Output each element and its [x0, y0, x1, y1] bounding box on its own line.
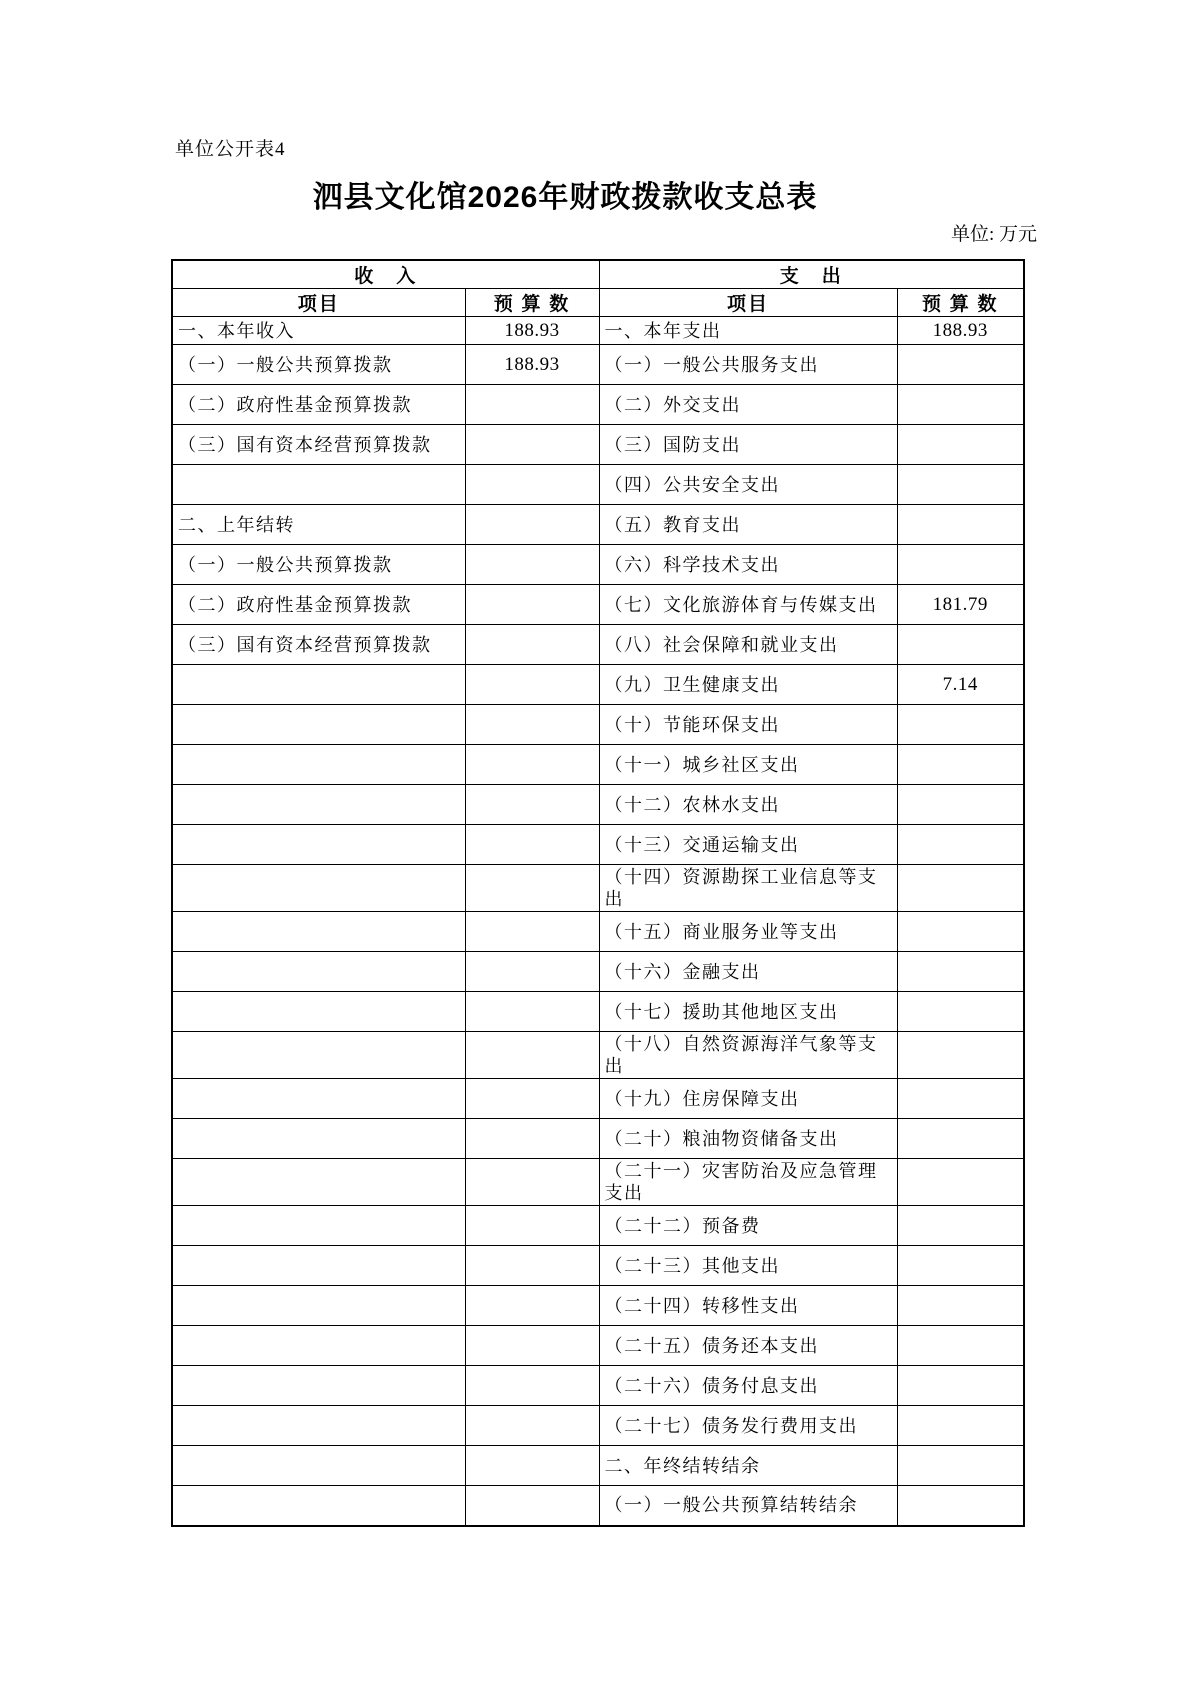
- revenue-item-cell: [172, 1366, 465, 1406]
- section-header-row: [172, 260, 1024, 289]
- table-row: [172, 625, 1024, 665]
- revenue-budget-cell: [465, 912, 599, 952]
- expenditure-item-cell: （二十七）债务发行费用支出: [599, 1406, 897, 1446]
- expenditure-item-cell: （二十三）其他支出: [599, 1246, 897, 1286]
- revenue-budget-cell: [465, 1286, 599, 1326]
- revenue-budget-cell: [465, 1079, 599, 1119]
- table-row: [172, 1246, 1024, 1286]
- page-title: 泗县文化馆2026年财政拨款收支总表: [312, 181, 818, 214]
- expenditure-item-cell: （一）一般公共服务支出: [599, 345, 897, 385]
- table-row: [172, 545, 1024, 585]
- table-row: [172, 1326, 1024, 1366]
- table-row: [172, 825, 1024, 865]
- revenue-budget-cell: [465, 505, 599, 545]
- table-row: [172, 317, 1024, 345]
- expenditure-item-cell: （二十四）转移性支出: [599, 1286, 897, 1326]
- table-row: [172, 1079, 1024, 1119]
- revenue-budget-cell: [465, 952, 599, 992]
- table-row: [172, 1206, 1024, 1246]
- column-header-row: [172, 289, 1024, 317]
- expenditure-item-cell: （三）国防支出: [599, 425, 897, 465]
- expenditure-item-cell: （十二）农林水支出: [599, 785, 897, 825]
- revenue-item-cell: [172, 465, 465, 505]
- expenditure-item-column-header: 项目: [599, 289, 897, 317]
- expenditure-budget-cell: [897, 1079, 1024, 1119]
- expenditure-budget-cell: [897, 1032, 1024, 1079]
- revenue-item-cell: （一）一般公共预算拨款: [172, 545, 465, 585]
- revenue-item-cell: [172, 1119, 465, 1159]
- revenue-budget-cell: [465, 785, 599, 825]
- revenue-item-cell: [172, 1246, 465, 1286]
- revenue-item-cell: [172, 1079, 465, 1119]
- revenue-budget-cell: 188.93: [465, 345, 599, 385]
- revenue-budget-cell: [465, 992, 599, 1032]
- expenditure-budget-column-header: 预 算 数: [897, 289, 1024, 317]
- revenue-item-cell: [172, 865, 465, 912]
- expenditure-item-cell: （十）节能环保支出: [599, 705, 897, 745]
- revenue-item-cell: （三）国有资本经营预算拨款: [172, 625, 465, 665]
- revenue-budget-cell: [465, 1246, 599, 1286]
- revenue-budget-cell: [465, 465, 599, 505]
- revenue-budget-cell: [465, 1119, 599, 1159]
- expenditure-budget-cell: [897, 1159, 1024, 1206]
- expenditure-budget-cell: [897, 1406, 1024, 1446]
- revenue-item-cell: [172, 1159, 465, 1206]
- expenditure-item-cell: （六）科学技术支出: [599, 545, 897, 585]
- expenditure-budget-cell: [897, 1286, 1024, 1326]
- expenditure-item-cell: （十六）金融支出: [599, 952, 897, 992]
- expenditure-budget-cell: [897, 385, 1024, 425]
- revenue-item-cell: [172, 705, 465, 745]
- table-row: [172, 665, 1024, 705]
- expenditure-budget-cell: [897, 1486, 1024, 1526]
- table-body: [172, 317, 1024, 1526]
- revenue-budget-column-header: 预 算 数: [465, 289, 599, 317]
- expenditure-item-cell: （八）社会保障和就业支出: [599, 625, 897, 665]
- expenditure-item-cell: 二、年终结转结余: [599, 1446, 897, 1486]
- expenditure-budget-cell: [897, 425, 1024, 465]
- expenditure-budget-cell: [897, 992, 1024, 1032]
- expenditure-section-header: 支 出: [599, 260, 1024, 289]
- table-row: [172, 385, 1024, 425]
- expenditure-budget-cell: 181.79: [897, 585, 1024, 625]
- revenue-item-cell: [172, 1406, 465, 1446]
- sheet-label: 单位公开表4: [175, 139, 286, 160]
- table-row: [172, 1446, 1024, 1486]
- expenditure-item-cell: （十七）援助其他地区支出: [599, 992, 897, 1032]
- table-row: [172, 425, 1024, 465]
- expenditure-budget-cell: 188.93: [897, 317, 1024, 345]
- revenue-item-cell: [172, 1446, 465, 1486]
- table-row: [172, 1286, 1024, 1326]
- revenue-section-header: 收 入: [172, 260, 599, 289]
- expenditure-item-cell: （十八）自然资源海洋气象等支出: [599, 1032, 897, 1079]
- expenditure-item-cell: （十三）交通运输支出: [599, 825, 897, 865]
- revenue-budget-cell: [465, 1206, 599, 1246]
- revenue-item-cell: [172, 912, 465, 952]
- expenditure-item-cell: （二十五）债务还本支出: [599, 1326, 897, 1366]
- expenditure-budget-cell: [897, 1206, 1024, 1246]
- revenue-item-cell: （二）政府性基金预算拨款: [172, 385, 465, 425]
- revenue-budget-cell: [465, 1486, 599, 1526]
- expenditure-budget-cell: 7.14: [897, 665, 1024, 705]
- expenditure-item-cell: （十九）住房保障支出: [599, 1079, 897, 1119]
- table-row: [172, 992, 1024, 1032]
- revenue-item-cell: [172, 825, 465, 865]
- unit-note: 单位: 万元: [950, 224, 1037, 245]
- expenditure-budget-cell: [897, 1446, 1024, 1486]
- revenue-item-cell: 一、本年收入: [172, 317, 465, 345]
- revenue-item-cell: 二、上年结转: [172, 505, 465, 545]
- revenue-budget-cell: [465, 625, 599, 665]
- revenue-item-column-header: 项目: [172, 289, 465, 317]
- revenue-budget-cell: [465, 1366, 599, 1406]
- table-row: [172, 1486, 1024, 1526]
- table-row: [172, 1159, 1024, 1206]
- revenue-budget-cell: [465, 665, 599, 705]
- revenue-item-cell: （三）国有资本经营预算拨款: [172, 425, 465, 465]
- table-row: [172, 745, 1024, 785]
- revenue-item-cell: （一）一般公共预算拨款: [172, 345, 465, 385]
- revenue-budget-cell: [465, 425, 599, 465]
- revenue-item-cell: （二）政府性基金预算拨款: [172, 585, 465, 625]
- revenue-budget-cell: [465, 865, 599, 912]
- table-row: [172, 585, 1024, 625]
- table-row: [172, 1032, 1024, 1079]
- expenditure-budget-cell: [897, 1119, 1024, 1159]
- expenditure-budget-cell: [897, 912, 1024, 952]
- expenditure-item-cell: （七）文化旅游体育与传媒支出: [599, 585, 897, 625]
- revenue-budget-cell: [465, 385, 599, 425]
- table-row: [172, 1366, 1024, 1406]
- table-row: [172, 785, 1024, 825]
- table-row: [172, 505, 1024, 545]
- expenditure-budget-cell: [897, 705, 1024, 745]
- revenue-budget-cell: [465, 1159, 599, 1206]
- expenditure-budget-cell: [897, 545, 1024, 585]
- revenue-item-cell: [172, 1486, 465, 1526]
- expenditure-item-cell: （二十一）灾害防治及应急管理支出: [599, 1159, 897, 1206]
- table-row: [172, 1119, 1024, 1159]
- expenditure-budget-cell: [897, 1326, 1024, 1366]
- expenditure-item-cell: （十四）资源勘探工业信息等支出: [599, 865, 897, 912]
- expenditure-item-cell: （一）一般公共预算结转结余: [599, 1486, 897, 1526]
- revenue-item-cell: [172, 665, 465, 705]
- expenditure-budget-cell: [897, 625, 1024, 665]
- revenue-budget-cell: [465, 825, 599, 865]
- expenditure-item-cell: （二十六）债务付息支出: [599, 1366, 897, 1406]
- revenue-budget-cell: 188.93: [465, 317, 599, 345]
- expenditure-budget-cell: [897, 1366, 1024, 1406]
- expenditure-item-cell: （二）外交支出: [599, 385, 897, 425]
- expenditure-item-cell: （二十）粮油物资储备支出: [599, 1119, 897, 1159]
- table-row: [172, 865, 1024, 912]
- revenue-item-cell: [172, 1286, 465, 1326]
- expenditure-item-cell: 一、本年支出: [599, 317, 897, 345]
- revenue-item-cell: [172, 1206, 465, 1246]
- revenue-budget-cell: [465, 545, 599, 585]
- revenue-item-cell: [172, 745, 465, 785]
- revenue-budget-cell: [465, 1406, 599, 1446]
- expenditure-budget-cell: [897, 745, 1024, 785]
- revenue-item-cell: [172, 952, 465, 992]
- table-row: [172, 465, 1024, 505]
- expenditure-item-cell: （九）卫生健康支出: [599, 665, 897, 705]
- revenue-budget-cell: [465, 1032, 599, 1079]
- budget-summary-table: [171, 259, 1025, 1527]
- revenue-budget-cell: [465, 705, 599, 745]
- expenditure-budget-cell: [897, 345, 1024, 385]
- revenue-item-cell: [172, 992, 465, 1032]
- expenditure-budget-cell: [897, 505, 1024, 545]
- revenue-item-cell: [172, 1326, 465, 1366]
- revenue-item-cell: [172, 785, 465, 825]
- expenditure-item-cell: （十一）城乡社区支出: [599, 745, 897, 785]
- expenditure-budget-cell: [897, 825, 1024, 865]
- revenue-budget-cell: [465, 585, 599, 625]
- expenditure-budget-cell: [897, 952, 1024, 992]
- revenue-budget-cell: [465, 1446, 599, 1486]
- revenue-budget-cell: [465, 1326, 599, 1366]
- expenditure-item-cell: （二十二）预备费: [599, 1206, 897, 1246]
- expenditure-item-cell: （四）公共安全支出: [599, 465, 897, 505]
- expenditure-budget-cell: [897, 1246, 1024, 1286]
- table-row: [172, 1406, 1024, 1446]
- expenditure-budget-cell: [897, 465, 1024, 505]
- table-row: [172, 345, 1024, 385]
- expenditure-budget-cell: [897, 865, 1024, 912]
- table-row: [172, 705, 1024, 745]
- expenditure-budget-cell: [897, 785, 1024, 825]
- expenditure-item-cell: （五）教育支出: [599, 505, 897, 545]
- revenue-budget-cell: [465, 745, 599, 785]
- revenue-item-cell: [172, 1032, 465, 1079]
- expenditure-item-cell: （十五）商业服务业等支出: [599, 912, 897, 952]
- table-row: [172, 952, 1024, 992]
- table-row: [172, 912, 1024, 952]
- table-header: [172, 260, 1024, 317]
